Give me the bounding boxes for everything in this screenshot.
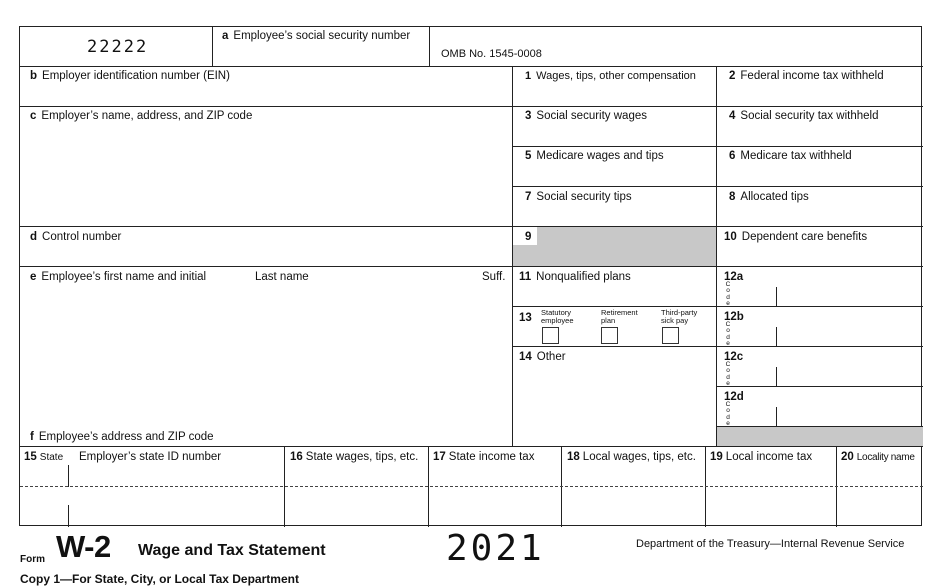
box-6-label: Medicare tax withheld (740, 150, 852, 162)
box-16-state-wages[interactable] (285, 447, 429, 527)
box-14-label: Other (536, 351, 566, 363)
box-number: 15 (24, 451, 37, 463)
box-13-checkboxes (513, 307, 717, 347)
box-e-label: Employee’s first name and initial (41, 271, 207, 283)
suffix-label: Suff. (482, 271, 506, 283)
box-3-label: Social security wages (536, 110, 647, 122)
box-f-label: Employee’s address and ZIP code (38, 431, 214, 443)
box-7-ss-tips[interactable] (513, 187, 717, 227)
statutory-label: Statutory employee (541, 308, 574, 325)
box-12d-number: 12d (724, 391, 744, 403)
box-number: 2 (729, 70, 736, 82)
box-number: 14 (519, 351, 532, 363)
box-number: 11 (519, 271, 532, 283)
box-11-label: Nonqualified plans (536, 271, 631, 283)
box-9-shaded (513, 227, 717, 267)
retirement-checkbox[interactable] (601, 327, 618, 344)
state-divider-top (68, 465, 69, 487)
box-d-label: Control number (42, 231, 122, 243)
code-label: C o d e (725, 401, 731, 428)
box-2-federal-tax[interactable] (717, 67, 923, 107)
box-12a[interactable] (717, 267, 923, 307)
box-20-label: Locality name (856, 452, 915, 463)
control-code-cell (20, 27, 213, 67)
box-number: 13 (519, 312, 532, 324)
box-4-label: Social security tax withheld (740, 110, 879, 122)
box-6-medicare-tax[interactable] (717, 147, 923, 187)
department-label: Department of the Treasury—Internal Revenue Service (636, 538, 905, 550)
box-1-label: Wages, tips, other compensation (536, 70, 696, 82)
box-e-employee-name[interactable] (20, 267, 513, 447)
code-divider (776, 367, 777, 386)
box-letter: e (30, 271, 37, 283)
code-divider (776, 287, 777, 306)
omb-cell (430, 27, 923, 67)
code-label: C o d e (725, 361, 731, 388)
box-number: 18 (567, 451, 580, 463)
box-9-shade-bottom (513, 245, 537, 266)
form-word: Form (20, 554, 45, 565)
box-8-label: Allocated tips (740, 191, 809, 203)
box-number: 8 (729, 191, 736, 203)
box-5-medicare-wages[interactable] (513, 147, 717, 187)
box-letter: f (30, 431, 34, 443)
box-18-label: Local wages, tips, etc. (582, 451, 696, 463)
box-3-ss-wages[interactable] (513, 107, 717, 147)
box-letter: d (30, 231, 38, 243)
box-number: 5 (525, 150, 532, 162)
box-number: 9 (525, 231, 532, 243)
box-c-label: Employer’s name, address, and ZIP code (41, 110, 253, 122)
box-12b[interactable] (717, 307, 923, 347)
box-12b-number: 12b (724, 311, 744, 323)
box-8-allocated-tips[interactable] (717, 187, 923, 227)
box-18-local-wages[interactable] (562, 447, 706, 527)
box-17-label: State income tax (448, 451, 535, 463)
box-15-label: Employer’s state ID number (79, 451, 222, 463)
box-letter: c (30, 110, 37, 122)
code-divider (776, 327, 777, 346)
control-code: 22222 (87, 37, 149, 57)
box-letter: a (222, 30, 229, 42)
box-number: 17 (433, 451, 446, 463)
code-label: C o d e (725, 281, 731, 308)
state-label: State (39, 452, 64, 463)
copy-label: Copy 1—For State, City, or Local Tax Department (20, 572, 299, 586)
thirdparty-label: Third-party sick pay (661, 308, 698, 325)
box-7-label: Social security tips (536, 191, 632, 203)
box-number: 10 (724, 231, 737, 243)
state-divider-bottom (68, 505, 69, 527)
thirdparty-checkbox[interactable] (662, 327, 679, 344)
box-10-label: Dependent care benefits (741, 231, 868, 243)
omb-number: OMB No. 1545-0008 (441, 48, 542, 60)
box-17-state-income-tax[interactable] (429, 447, 562, 527)
box-10-dependent-care[interactable] (717, 227, 923, 267)
box-number: 4 (729, 110, 736, 122)
box-12c-number: 12c (724, 351, 744, 363)
box-12-shaded-strip (717, 427, 923, 447)
form-name: W-2 (56, 529, 111, 564)
box-12d[interactable] (717, 387, 923, 427)
box-number: 3 (525, 110, 532, 122)
code-divider (776, 407, 777, 426)
box-12c[interactable] (717, 347, 923, 387)
retirement-label: Retirement plan (601, 308, 638, 325)
state-row-separator (20, 486, 923, 487)
box-number: 7 (525, 191, 532, 203)
box-number: 16 (290, 451, 303, 463)
last-name-label: Last name (255, 271, 309, 283)
box-letter: b (30, 70, 38, 82)
box-b-ein[interactable] (20, 67, 513, 107)
box-b-label: Employer identification number (EIN) (42, 70, 230, 82)
box-2-label: Federal income tax withheld (740, 70, 884, 82)
box-number: 19 (710, 451, 723, 463)
w2-form (19, 26, 922, 526)
box-16-label: State wages, tips, etc. (305, 451, 419, 463)
box-5-label: Medicare wages and tips (536, 150, 664, 162)
box-19-local-income-tax[interactable] (706, 447, 837, 527)
box-c-employer-name[interactable] (20, 107, 513, 227)
tax-year: 2021 (446, 528, 545, 569)
statutory-checkbox[interactable] (542, 327, 559, 344)
code-label: C o d e (725, 321, 731, 348)
box-12a-number: 12a (724, 271, 744, 283)
box-1-wages[interactable] (513, 67, 717, 107)
box-9-shade (537, 227, 716, 266)
box-14-other[interactable] (513, 347, 717, 447)
box-4-ss-tax[interactable] (717, 107, 923, 147)
form-title: Wage and Tax Statement (138, 542, 326, 559)
box-11-nonqualified[interactable] (513, 267, 717, 307)
box-d-control-number[interactable] (20, 227, 513, 267)
box-15-state[interactable] (20, 447, 285, 527)
box-a-label: Employee’s social security number (233, 30, 411, 42)
box-number: 6 (729, 150, 736, 162)
box-number: 20 (841, 451, 854, 463)
box-a-ssn[interactable] (213, 27, 430, 67)
box-number: 1 (525, 70, 532, 82)
box-19-label: Local income tax (725, 451, 813, 463)
box-20-locality-name[interactable] (837, 447, 923, 527)
